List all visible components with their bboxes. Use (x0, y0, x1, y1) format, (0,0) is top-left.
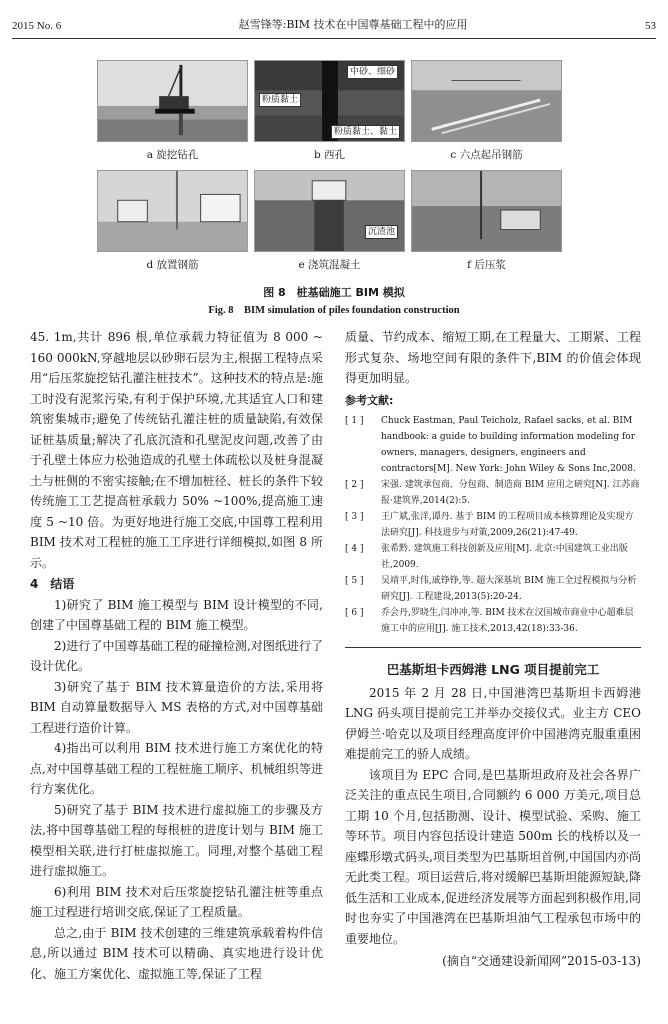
panel-label: b 西孔 (313, 149, 346, 161)
conclusion-item: 6)利用 BIM 技术对后压浆旋挖钻孔灌注桩等重点施工过程进行培训交底,保证了工程质量。 (30, 884, 323, 919)
concrete-pouring-image (255, 171, 404, 251)
summary-paragraph: 总之,由于 BIM 技术创建的三维建筑承载着构件信息,所以通过 BIM 技术可以精确、真实地进行设计优化、施工方案优化、虚拟施工等,保证了工程 (30, 925, 323, 981)
reference-number: [ 3 ] (345, 512, 364, 522)
reference-number: [ 1 ] (345, 416, 364, 426)
reference-text: 王广斌,张洋,谭丹. 基于 BIM 的工程项目成本核算理论及实现方法研究[J]. 科技进步与对策,2009,26(21):47-49. (381, 512, 634, 538)
section-heading (30, 574, 323, 595)
reference-item (345, 573, 641, 605)
reference-list (345, 413, 641, 637)
reference-text: 吴靖平,时伟,戚铮铮,等. 超大深基坑 BIM 施工全过程模拟与分析研究[J]. 工程建设,2013(5):20-24. (381, 576, 637, 602)
panel-rebar-lifting (411, 60, 562, 142)
news-source: (摘自“交通建设新闻网”2015-03-13) (442, 954, 641, 968)
figure-8 (97, 60, 567, 278)
layer-tag-silty-clay: 粉质黏土 (259, 93, 301, 107)
reference-number: [ 4 ] (345, 544, 364, 554)
rebar-cage-lifting-image (412, 61, 561, 141)
paragraph: 45. 1m,共计 896 根,单位承载力特征值为 8 000 ~ 160 000kN,穿越地层以砂卵石层为主,根据工程特点采用“后压浆旋挖钻孔灌注桩技术”。这种技术的特点是:施工时没有泥浆污染,有利于保护环境,尤其适宜人口和建筑密集城市;避免了传统钻孔灌注桩的质量缺陷,有效保证桩基质量;解决了孔底沉渣和孔壁泥皮问题,改善了由于孔壁土体应力松弛造成的孔壁土体疏松以及桩身混凝土与桩侧的不密实接触;在不增加桩径、桩长的条件下较传统施工工艺提高桩承载力 50% ~100%,提高施工速度 5 ~10 倍。为更好地进行施工交底,中国尊工程利用 BIM 技术对工程桩的施工工序进行详细模拟,如图 8 所示。 (30, 330, 323, 570)
news-title: 巴基斯坦卡西姆港 LNG 项目提前完工 (386, 662, 600, 677)
tag-sediment-pool: 沉渣池 (365, 225, 398, 239)
figure-caption-en: Fig. 8 BIM simulation of piles foundation construction (208, 305, 460, 316)
header-rule (12, 38, 656, 39)
reference-item (345, 509, 641, 541)
news-paragraph: 该项目为 EPC 合同,是巴基斯坦政府及社会各界广泛关注的重点民生项目,合同额约 6 000 万美元,项目总工期 10 个月,包括勘测、设计、模型试验、采购、施工等环节。项目内容包括设计建造 500m 长的栈桥以及一座蝶形墩式码头,项目类型为巴基斯坦首例,中国国内亦尚无此类工程。项目运营后,将对缓解巴基斯坦能源短缺,降低生活和工业成本,促进经济发展等方面起到积极作用,同时也夯实了中国港湾在巴基斯坦油气工程承包市场中的重要地位。 (345, 767, 641, 946)
panel-label: a 旋挖钻孔 (146, 149, 199, 161)
panel-post-grouting (411, 170, 562, 252)
placing-rebar-image (98, 171, 247, 251)
post-grouting-image (412, 171, 561, 251)
reference-item (345, 413, 641, 477)
reference-number: [ 5 ] (345, 576, 364, 586)
right-column (345, 327, 641, 972)
section-number: 4 (30, 577, 39, 591)
paragraph-continued: 质量、节约成本、缩短工期,在工程量大、工期紧、工程形式复杂、场地空间有限的条件下,BIM 的价值会体现得更加明显。 (345, 330, 641, 385)
left-column (30, 327, 323, 984)
reference-text: Chuck Eastman, Paul Teicholz, Rafael sacks, et al. BIM handbook: a guide to building information modeling for owners, managers, designers, engineers and contractors[M]. New York: John Wiley & Sons Inc,2008. (381, 416, 636, 474)
reference-text: 乔会丹,罗晓生,闫冲冲,等. BIM 技术在汉国城市商业中心超难层施工中的应用[J]. 施工技术,2013,42(18):33-36. (381, 608, 634, 634)
conclusion-item: 5)研究了基于 BIM 技术进行虚拟施工的步骤及方法,将中国尊基础工程的每根桩的进度计划与 BIM 施工模型相关联,进行打桩虚拟施工。同理,对整个基础工程进行虚拟施工。 (30, 802, 323, 878)
news-divider (345, 647, 641, 648)
panel-label: c 六点起吊钢筋 (450, 149, 523, 161)
conclusion-item: 1)研究了 BIM 施工模型与 BIM 设计模型的不同,创建了中国尊基础工程的 BIM 施工模型。 (30, 597, 323, 632)
conclusion-item: 3)研究了基于 BIM 技术算量造价的方法,采用将 BIM 自动算量数据导入 MS 表格的方式,对中国尊基础工程进行造价计算。 (30, 679, 323, 735)
panel-concrete-pouring (254, 170, 405, 252)
layer-tag-sand: 中砂、细砂 (347, 65, 398, 79)
figure-caption-cn: 图 8 桩基础施工 BIM 模拟 (263, 286, 405, 299)
running-title: 赵雪锋等:BIM 技术在中国尊基础工程中的应用 (238, 18, 468, 31)
section-title: 结语 (50, 577, 75, 591)
conclusion-item: 4)指出可以利用 BIM 技术进行施工方案优化的特点,对中国尊基础工程的工程桩施工顺序、机械组织等进行方案优化。 (30, 741, 323, 796)
panel-label: e 浇筑混凝土 (298, 259, 361, 271)
reference-item (345, 605, 641, 637)
reference-number: [ 2 ] (345, 480, 364, 490)
reference-text: 宋强. 建筑承包商、分包商、制造商 BIM 应用之研究[N]. 江苏商报·建筑界,2014(2):5. (381, 480, 640, 506)
references-heading: 参考文献: (345, 393, 394, 407)
layer-tag-silty-clay-clay: 粉质黏土、黏土 (331, 125, 400, 139)
page-number: 53 (644, 20, 656, 32)
panel-rebar-placing (97, 170, 248, 252)
conclusion-item: 2)进行了中国尊基础工程的碰撞检测,对图纸进行了设计优化。 (30, 638, 323, 673)
page-header (12, 12, 656, 36)
panel-borehole-section (254, 60, 405, 142)
reference-item (345, 541, 641, 573)
reference-item (345, 477, 641, 509)
news-paragraph: 2015 年 2 月 28 日,中国港湾巴基斯坦卡西姆港 LNG 码头项目提前完工并举办交接仪式。业主方 CEO 伊姆兰·哈克以及项目经理高度评价中国港湾克服重重困难提前完工的骄人成绩。 (345, 685, 641, 761)
reference-text: 张希黔. 建筑施工科技创新及应用[M]. 北京:中国建筑工业出版社,2009. (381, 544, 628, 570)
panel-rotary-drilling (97, 60, 248, 142)
panel-label: f 后压浆 (467, 259, 506, 271)
rotary-drill-rig-image (98, 61, 247, 141)
panel-label: d 放置钢筋 (146, 259, 199, 271)
journal-issue: 2015 No. 6 (12, 20, 62, 32)
reference-number: [ 6 ] (345, 608, 364, 618)
